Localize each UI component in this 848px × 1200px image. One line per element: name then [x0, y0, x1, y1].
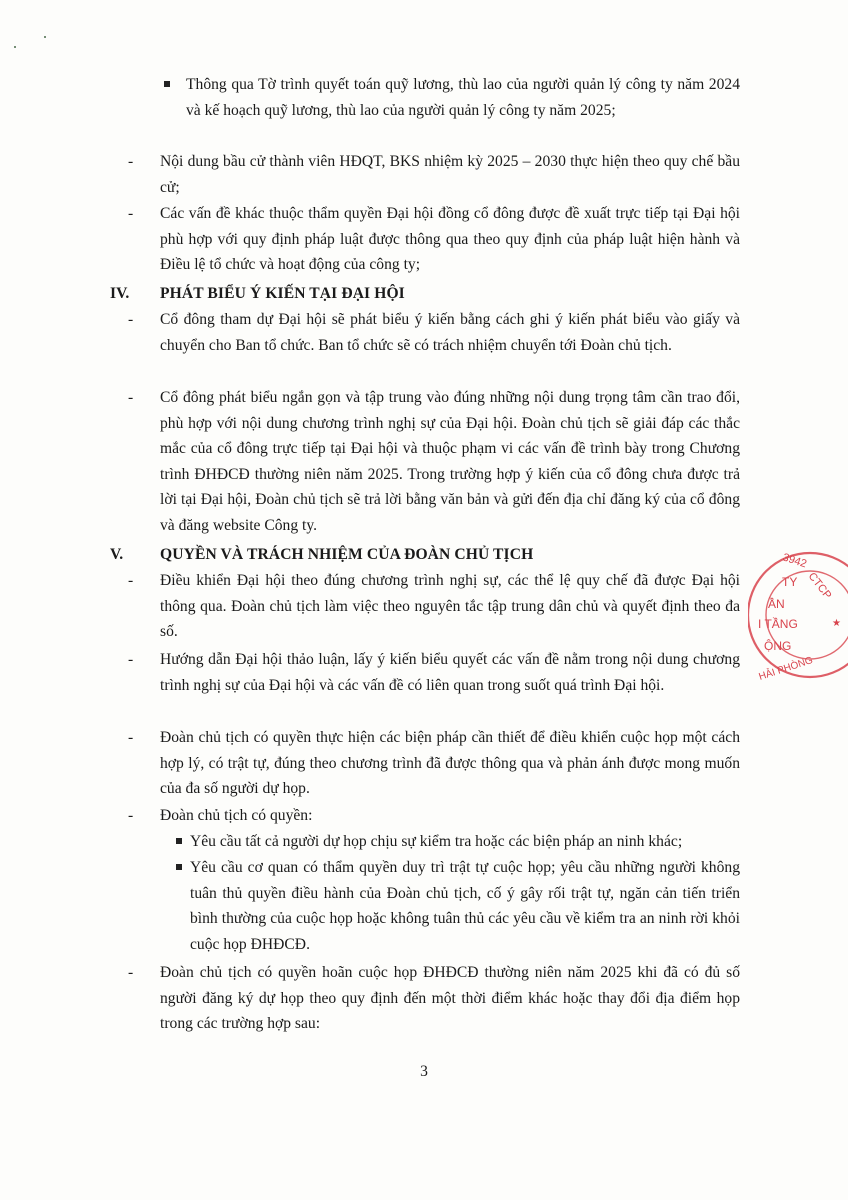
dash-bullet-icon: -	[128, 205, 134, 222]
dash-item-text: Nội dung bầu cử thành viên HĐQT, BKS nhiệm kỳ 2025 – 2030 thực hiện theo quy chế bầu cử;	[160, 153, 740, 196]
dash-item-text: Cổ đông tham dự Đại hội sẽ phát biểu ý kiến bằng cách ghi ý kiến phát biểu vào giấy và chuyển cho Ban tổ chức. Ban tổ chức sẽ có trách nhiệm chuyển tới Đoàn chủ tịch.	[160, 311, 740, 354]
seal-text: TY	[782, 575, 798, 589]
dash-bullet-icon: -	[128, 311, 134, 328]
dash-bullet-icon: -	[128, 572, 134, 589]
company-seal	[748, 540, 848, 690]
dash-item	[160, 385, 740, 539]
dash-item	[160, 201, 740, 278]
seal-text: HẢI PHÒNG	[757, 655, 815, 683]
seal-text: 3942	[781, 551, 809, 571]
section-heading: QUYỀN VÀ TRÁCH NHIỆM CỦA ĐOÀN CHỦ TỊCH	[160, 546, 534, 563]
dash-item-text: Hướng dẫn Đại hội thảo luận, lấy ý kiến biểu quyết các vấn đề nằm trong nội dung chương trình nghị sự của Đại hội và các vấn đề có liên quan trong suốt quá trình Đại hội.	[160, 651, 740, 694]
dash-item	[160, 647, 740, 698]
dash-item-text: Đoàn chủ tịch có quyền:	[160, 807, 313, 824]
dash-item	[160, 307, 740, 358]
section-number: V.	[110, 546, 124, 563]
section-heading: PHÁT BIỂU Ý KIẾN TẠI ĐẠI HỘI	[160, 285, 405, 302]
dash-item-text: Đoàn chủ tịch có quyền hoãn cuộc họp ĐHĐCĐ thường niên năm 2025 khi đã có đủ số người đăng ký dự họp theo quy định đến một thời điểm khác hoặc thay đổi địa điểm họp trong các trường hợp sau:	[160, 964, 740, 1033]
bullet-item	[190, 829, 740, 855]
seal-text: ỘNG	[764, 639, 792, 653]
dash-item-text: Đoàn chủ tịch có quyền thực hiện các biện pháp cần thiết để điều khiển cuộc họp một cách hợp lý, có trật tự, đúng theo chương trình đã được thông qua và phản ánh được mong muốn của đa số người dự họp.	[160, 729, 740, 798]
svg-text:★: ★	[832, 618, 841, 629]
section-number: IV.	[110, 285, 130, 302]
seal-text: CTCP	[805, 570, 834, 602]
bullet-item-text: Thông qua Tờ trình quyết toán quỹ lương, thù lao của người quản lý công ty năm 2024 và kế hoạch quỹ lương, thù lao của người quản lý công ty năm 2025;	[186, 76, 740, 119]
square-bullet-icon	[176, 864, 182, 870]
bullet-item-text: Yêu cầu cơ quan có thẩm quyền duy trì trật tự cuộc họp; yêu cầu những người không tuân thủ quyền điều hành của Đoàn chủ tịch, cố ý gây rối trật tự, ngăn cản tiến triển bình thường của cuộc họp hoặc không tuân thủ các yêu cầu về kiểm tra an ninh rời khỏi cuộc họp ĐHĐCĐ.	[190, 859, 740, 953]
page-number: 3	[420, 1063, 428, 1080]
dash-item	[160, 149, 740, 200]
seal-text: I TẦNG	[758, 617, 798, 631]
dash-item	[160, 725, 740, 802]
bullet-item-text: Yêu cầu tất cả người dự họp chịu sự kiểm tra hoặc các biện pháp an ninh khác;	[190, 833, 683, 850]
dash-bullet-icon: -	[128, 964, 134, 981]
dash-item-text: Điều khiển Đại hội theo đúng chương trình nghị sự, các thể lệ quy chế đã được Đại hội thông qua. Đoàn chủ tịch làm việc theo nguyên tắc tập trung dân chủ và quyết định theo đa số.	[160, 572, 740, 641]
scan-speck	[44, 36, 46, 38]
dash-item-text: Các vấn đề khác thuộc thẩm quyền Đại hội đồng cổ đông được đề xuất trực tiếp tại Đại hội phù hợp với quy định pháp luật được thông qua theo quy định của pháp luật hiện hành và Điều lệ tổ chức và hoạt động của công ty;	[160, 205, 740, 274]
dash-item	[160, 568, 740, 645]
square-bullet-icon	[164, 81, 170, 87]
bullet-item	[186, 72, 740, 123]
dash-bullet-icon: -	[128, 389, 134, 406]
dash-bullet-icon: -	[128, 729, 134, 746]
dash-item-text: Cổ đông phát biểu ngắn gọn và tập trung vào đúng những nội dung trọng tâm cần trao đổi, phù hợp với nội dung chương trình nghị sự của Đại hội. Đoàn chủ tịch sẽ giải đáp các thắc mắc của cổ đông trực tiếp tại Đại hội và thuộc phạm vi các vấn đề trình bày trong Chương trình ĐHĐCĐ thường niên năm 2025. Trong trường hợp ý kiến của cổ đông chưa được trả lời tại Đại hội, Đoàn chủ tịch sẽ trả lời bằng văn bản và gửi đến địa chỉ đăng ký của cổ đông và đăng website Công ty.	[160, 389, 740, 534]
dash-bullet-icon: -	[128, 807, 134, 824]
scan-speck	[14, 46, 16, 48]
dash-item	[160, 803, 740, 829]
dash-item	[160, 960, 740, 1037]
seal-icon	[748, 540, 848, 690]
bullet-item	[190, 855, 740, 957]
seal-text: ẦN	[768, 597, 785, 611]
square-bullet-icon	[176, 838, 182, 844]
dash-bullet-icon: -	[128, 153, 134, 170]
dash-bullet-icon: -	[128, 651, 134, 668]
